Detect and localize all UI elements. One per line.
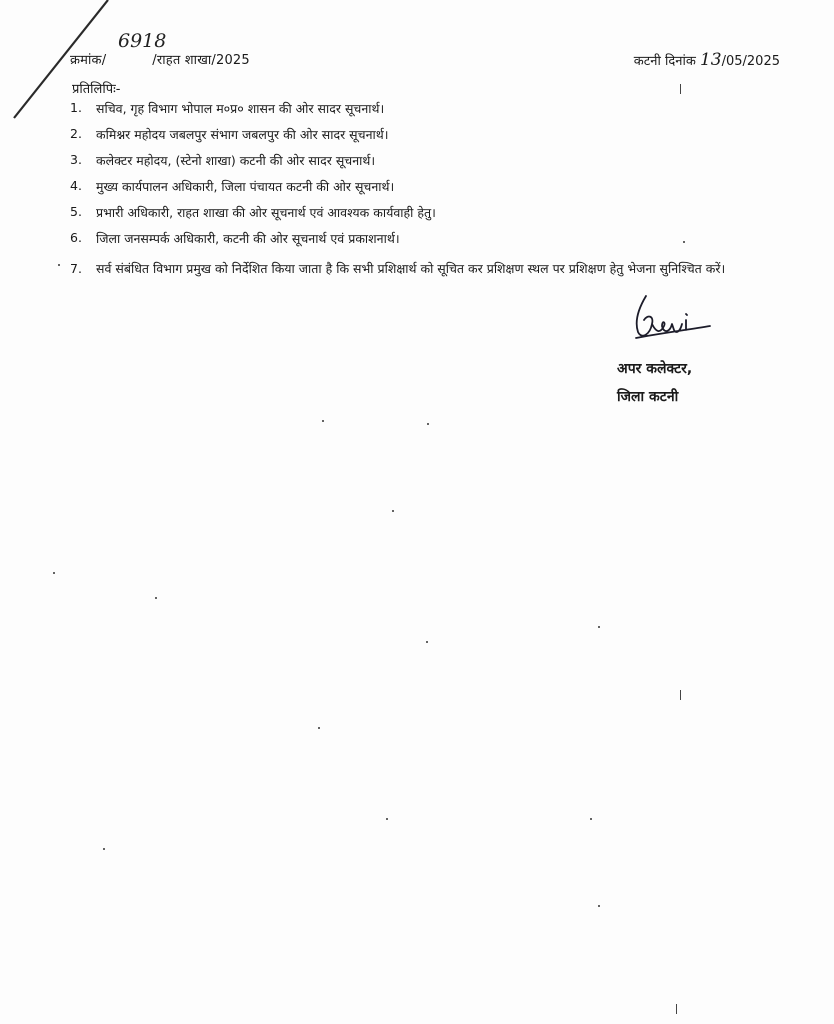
recipient-item — [70, 178, 790, 204]
recipient-number: 2. — [70, 126, 82, 141]
scan-artifact — [598, 905, 600, 907]
reference-line — [70, 50, 250, 68]
recipient-text: प्रभारी अधिकारी, राहत शाखा की ओर सूचनार्थ एवं आवश्यक कार्यवाही हेतु। — [96, 205, 436, 220]
scan-artifact — [426, 641, 428, 643]
place-date-label: कटनी दिनांक — [633, 54, 696, 69]
scan-artifact — [680, 84, 681, 94]
reference-prefix: क्रमांक/ — [70, 53, 107, 68]
scan-artifact — [318, 727, 320, 729]
scan-artifact — [427, 423, 429, 425]
scan-artifact — [53, 572, 55, 574]
scan-artifact — [598, 626, 600, 628]
copy-to-heading: प्रतिलिपिः- — [72, 82, 121, 97]
recipient-number: 4. — [70, 178, 82, 193]
signatory-office: जिला कटनी — [617, 389, 679, 405]
recipient-number: 1. — [70, 100, 82, 115]
recipient-number: 6. — [70, 230, 82, 245]
scan-artifact — [590, 818, 592, 820]
recipient-item — [70, 100, 790, 126]
date-month-year: /05/2025 — [721, 54, 780, 69]
recipient-number: 3. — [70, 152, 82, 167]
recipient-text: कमिश्नर महोदय जबलपुर संभाग जबलपुर की ओर सादर सूचनार्थ। — [96, 127, 389, 142]
place-date-line — [634, 50, 780, 70]
recipient-text: सचिव, गृह विभाग भोपाल म०प्र० शासन की ओर सादर सूचनार्थ। — [96, 101, 385, 116]
scan-artifact — [680, 690, 681, 700]
recipient-text: जिला जनसम्पर्क अधिकारी, कटनी की ओर सूचनार्थ एवं प्रकाशनार्थ। — [96, 231, 400, 246]
recipient-number: 7. — [70, 261, 82, 276]
recipient-item — [70, 256, 790, 282]
recipient-text: मुख्य कार्यपालन अधिकारी, जिला पंचायत कटनी की ओर सूचनार्थ। — [96, 179, 395, 194]
scan-artifact — [392, 510, 394, 512]
signatory-block — [617, 355, 692, 411]
recipient-number: 5. — [70, 204, 82, 219]
scan-artifact — [386, 818, 388, 820]
handwritten-reference-number: 6918 — [118, 30, 167, 52]
handwritten-day: 13 — [699, 50, 722, 70]
recipient-text: सर्व संबंधित विभाग प्रमुख को निर्देशित किया जाता है कि सभी प्रशिक्षार्थ को सूचित कर प्रशिक्षण स्थल पर प्रशिक्षण हेतु भेजना सुनिश्चित करें। — [96, 261, 726, 276]
recipient-item — [70, 230, 790, 256]
scan-artifact — [103, 848, 105, 850]
reference-suffix: /राहत शाखा/2025 — [152, 53, 250, 68]
scan-artifact — [683, 241, 685, 243]
scan-artifact — [676, 1004, 677, 1014]
handwritten-signature — [626, 290, 716, 348]
signatory-title: अपर कलेक्टर, — [617, 361, 693, 377]
scan-artifact — [155, 597, 157, 599]
recipient-item — [70, 126, 790, 152]
scan-artifact — [58, 264, 60, 266]
recipient-text: कलेक्टर महोदय, (स्टेनो शाखा) कटनी की ओर सादर सूचनार्थ। — [96, 153, 376, 168]
scan-artifact — [322, 420, 324, 422]
recipient-list — [70, 100, 790, 282]
recipient-item — [70, 204, 790, 230]
recipient-item — [70, 152, 790, 178]
